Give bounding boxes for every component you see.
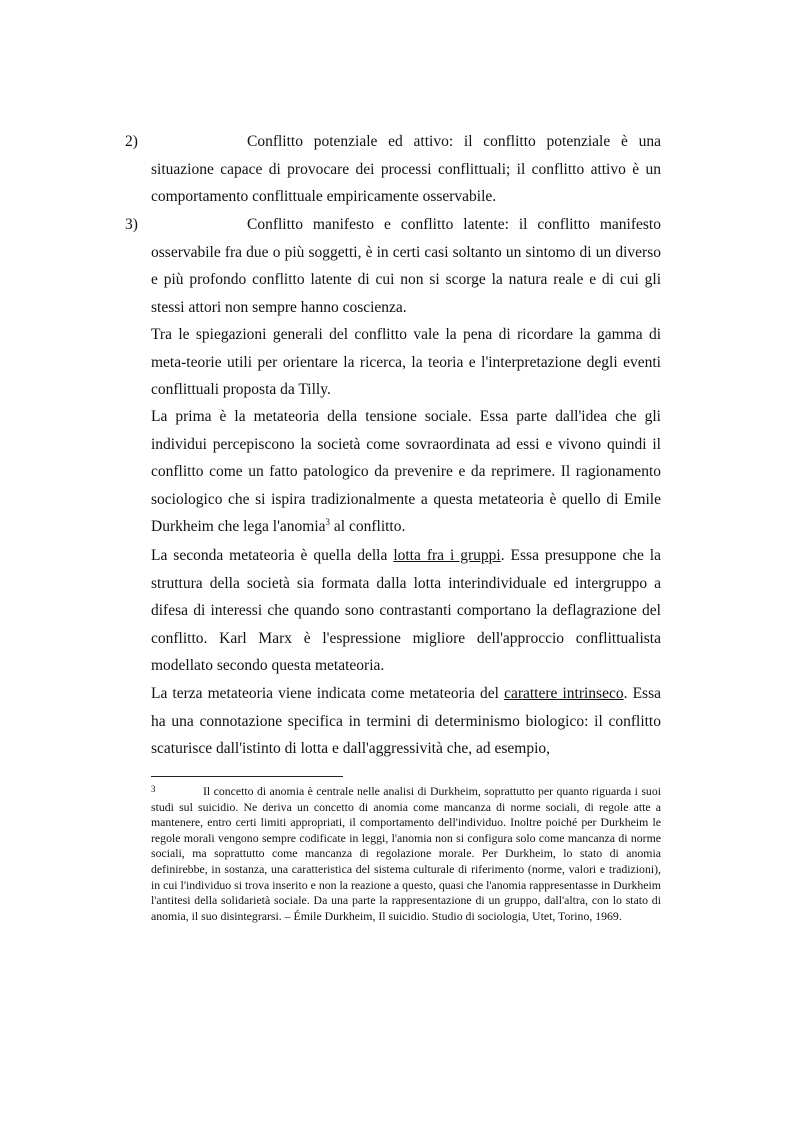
paragraph-carattere-intrinseco <box>151 680 661 763</box>
list-item-3 <box>125 211 661 321</box>
underlined-term: carattere intrinseco <box>504 685 624 702</box>
list-number: 3) <box>125 216 138 233</box>
list-number: 2) <box>125 133 138 150</box>
footnote-mark: 3 <box>151 784 156 794</box>
paragraph-text: al conflitto. <box>330 518 406 535</box>
list-item-text: Conflitto potenziale ed attivo: il conflitto potenziale è una situazione capace di provocare dei processi conflittuali; il conflitto attivo è un comportamento conflittuale empiricamente osservabile. <box>151 133 661 205</box>
paragraph-tensione-sociale <box>151 403 661 541</box>
paragraph-text: . Essa ha una connotazione specifica in termini di determinismo biologico: il conflitto scaturisce dall'istinto di lotta e dall'aggressività che, ad esempio, <box>151 685 661 757</box>
underlined-term: lotta fra i gruppi <box>393 547 501 564</box>
paragraph-text: La prima è la metateoria della tensione sociale. Essa parte dall'idea che gli individui percepiscono la società come sovraordinata ad essi e vivono quindi il conflitto come un fatto patologico da prevenire e da reprimere. Il ragionamento sociologico che si ispira tradizionalmente a questa metateoria è quello di Emile Durkheim che lega l'anomia <box>151 408 661 535</box>
paragraph-text: . Essa presuppone che la struttura della società sia formata dalla lotta interindividuale ed intergruppo a difesa di interessi che quando sono contrastanti comportano la deflagrazione del conflitto. Karl Marx è l'espressione migliore dell'approccio conflittualista modellato secondo questa metateoria. <box>151 547 661 674</box>
list-item-text: Conflitto manifesto e conflitto latente: il conflitto manifesto osservabile fra due o più soggetti, è in certi casi soltanto un sintomo di un diverso e più profondo conflitto latente di cui non si scorge la natura reale e di cui gli stessi attori non sempre hanno coscienza. <box>151 216 661 316</box>
footnote-separator <box>151 776 343 777</box>
list-item-2 <box>125 128 661 211</box>
paragraph-lotta-gruppi <box>151 542 661 680</box>
paragraph-tilly: Tra le spiegazioni generali del conflitto vale la pena di ricordare la gamma di meta-teorie utili per orientare la ricerca, la teoria e l'interpretazione degli eventi conflittuali proposta da Tilly. <box>151 326 661 398</box>
footnote-text: Il concetto di anomia è centrale nelle analisi di Durkheim, soprattutto per quanto riguarda i suoi studi sul suicidio. Ne deriva un concetto di anomia come mancanza di norme sociali, di regole atte a mantenere, entro certi limiti appropriati, il comportamento dell'individuo. Inoltre poiché per Durkheim le regole morali vengono sempre codificate in leggi, l'anomia non si configura solo come mancanza di norme sociali, ma soprattutto come mancanza di regolazione morale. Per Durkheim, lo stato di anomia definirebbe, in sostanza, una caratteristica del sistema culturale di riferimento (norme, valori e tradizioni), in cui l'individuo si trova inserito e non la reazione a questo, quasi che l'anomia rappresentasse in Durkheim l'antitesi della solidarietà sociale. Da una parte la rappresentazione di un gruppo, dall'altra, con lo stato di anomia, il suo disintegrarsi. – Émile Durkheim, Il suicidio. Studio di sociologia, Utet, Torino, 1969. <box>151 784 661 923</box>
paragraph-text: La terza metateoria viene indicata come metateoria del <box>151 685 505 702</box>
footnote <box>151 784 661 924</box>
paragraph-text: La seconda metateoria è quella della <box>151 547 394 564</box>
footnote-reference[interactable]: 3 <box>325 517 331 527</box>
